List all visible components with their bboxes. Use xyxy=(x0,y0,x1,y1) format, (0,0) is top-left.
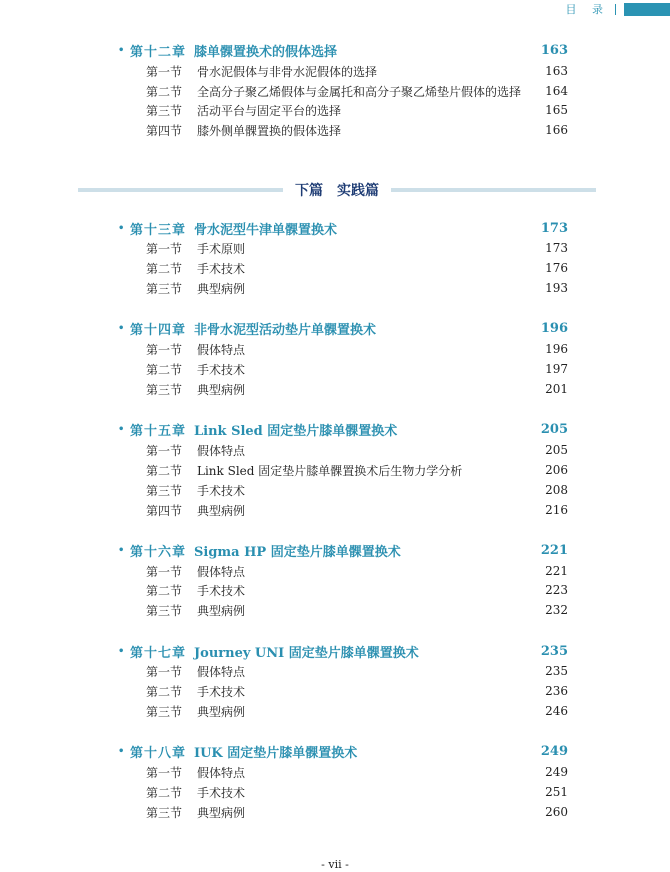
section-title: 典型病例 xyxy=(197,805,246,820)
bullet-icon: • xyxy=(118,423,125,435)
chapter-page: 249 xyxy=(540,743,568,759)
section-title: 骨水泥假体与非骨水泥假体的选择 xyxy=(197,64,378,79)
section-page: 176 xyxy=(545,261,568,275)
section-title: 手术技术 xyxy=(197,483,246,498)
section-number: 第二节 xyxy=(146,362,183,377)
toc-section[interactable] xyxy=(146,681,568,701)
bullet-icon: • xyxy=(118,222,125,234)
section-number: 第三节 xyxy=(146,805,183,820)
chapter-title: IUK 固定垫片膝单髁置换术 xyxy=(194,745,358,761)
chapter-title: Journey UNI 固定垫片膝单髁置换术 xyxy=(194,645,419,661)
toc-section[interactable] xyxy=(146,661,568,681)
toc-section[interactable] xyxy=(146,500,568,520)
section-title: 典型病例 xyxy=(197,704,246,719)
section-number: 第一节 xyxy=(146,342,183,357)
toc-section[interactable] xyxy=(146,100,568,120)
toc-section[interactable] xyxy=(146,561,568,581)
section-page: 197 xyxy=(545,362,568,376)
toc-section[interactable] xyxy=(146,379,568,399)
part-banner xyxy=(78,180,596,200)
section-number: 第一节 xyxy=(146,564,183,579)
section-number: 第三节 xyxy=(146,382,183,397)
chapter-page: 235 xyxy=(540,643,568,659)
section-page: 201 xyxy=(545,382,568,396)
section-title: 典型病例 xyxy=(197,503,246,518)
section-page: 260 xyxy=(545,805,568,819)
section-title: 手术技术 xyxy=(197,684,246,699)
section-number: 第一节 xyxy=(146,241,183,256)
toc-section[interactable] xyxy=(146,278,568,298)
chapter-page: 196 xyxy=(540,320,568,336)
toc-section[interactable] xyxy=(146,120,568,140)
toc-chapter[interactable] xyxy=(118,419,568,439)
section-page: 236 xyxy=(545,684,568,698)
bullet-icon: • xyxy=(118,322,125,334)
section-number: 第一节 xyxy=(146,664,183,679)
section-page: 249 xyxy=(545,765,568,779)
section-title: 典型病例 xyxy=(197,603,246,618)
section-title: 典型病例 xyxy=(197,281,246,296)
bullet-icon: • xyxy=(118,745,125,757)
toc-section[interactable] xyxy=(146,359,568,379)
toc-section[interactable] xyxy=(146,701,568,721)
section-number: 第四节 xyxy=(146,503,183,518)
section-page: 208 xyxy=(545,483,568,497)
section-number: 第四节 xyxy=(146,123,183,138)
section-number: 第一节 xyxy=(146,765,183,780)
section-page: 223 xyxy=(545,583,568,597)
chapter-number: 第十六章 xyxy=(130,544,187,560)
section-title: 活动平台与固定平台的选择 xyxy=(197,103,342,118)
header-color-bar xyxy=(624,3,670,16)
section-page: 193 xyxy=(545,281,568,295)
section-title: 假体特点 xyxy=(197,564,246,579)
chapter-number: 第十三章 xyxy=(130,222,187,238)
section-page: 173 xyxy=(545,241,568,255)
header-divider xyxy=(615,4,616,15)
toc-section[interactable] xyxy=(146,782,568,802)
bullet-icon: • xyxy=(118,44,125,56)
chapter-title: 非骨水泥型活动垫片单髁置换术 xyxy=(194,322,377,338)
chapter-page: 163 xyxy=(540,42,568,58)
chapter-title: 骨水泥型牛津单髁置换术 xyxy=(194,222,338,238)
toc-chapter[interactable] xyxy=(118,641,568,661)
toc-chapter[interactable] xyxy=(118,40,568,60)
section-number: 第三节 xyxy=(146,281,183,296)
bullet-icon: • xyxy=(118,544,125,556)
toc-chapter[interactable] xyxy=(118,741,568,761)
section-title: Link Sled 固定垫片膝单髁置换术后生物力学分析 xyxy=(197,463,463,478)
chapter-page: 173 xyxy=(540,220,568,236)
chapter-number: 第十四章 xyxy=(130,322,187,338)
section-page: 232 xyxy=(545,603,568,617)
chapter-number: 第十八章 xyxy=(130,745,187,761)
toc-section[interactable] xyxy=(146,600,568,620)
section-number: 第三节 xyxy=(146,603,183,618)
section-number: 第二节 xyxy=(146,785,183,800)
section-title: 手术技术 xyxy=(197,583,246,598)
toc-chapter[interactable] xyxy=(118,218,568,238)
toc-section[interactable] xyxy=(146,238,568,258)
section-number: 第二节 xyxy=(146,261,183,276)
section-number: 第三节 xyxy=(146,103,183,118)
banner-rule-left xyxy=(78,188,283,192)
toc-chapter[interactable] xyxy=(118,318,568,338)
section-title: 假体特点 xyxy=(197,443,246,458)
part-title: 下篇 实践篇 xyxy=(295,183,379,199)
section-title: 假体特点 xyxy=(197,765,246,780)
toc-chapter[interactable] xyxy=(118,540,568,560)
banner-rule-right xyxy=(391,188,596,192)
running-header xyxy=(566,0,670,18)
section-number: 第二节 xyxy=(146,84,183,99)
section-page: 163 xyxy=(545,64,568,78)
section-number: 第三节 xyxy=(146,704,183,719)
section-title: 手术技术 xyxy=(197,261,246,276)
section-title: 典型病例 xyxy=(197,382,246,397)
section-page: 206 xyxy=(545,463,568,477)
section-page: 221 xyxy=(545,564,568,578)
section-page: 165 xyxy=(545,103,568,117)
section-page: 196 xyxy=(545,342,568,356)
section-title: 膝外侧单髁置换的假体选择 xyxy=(197,123,342,138)
toc-section[interactable] xyxy=(146,339,568,359)
toc-section[interactable] xyxy=(146,61,568,81)
bullet-icon: • xyxy=(118,645,125,657)
section-number: 第二节 xyxy=(146,583,183,598)
section-page: 246 xyxy=(545,704,568,718)
toc-section[interactable] xyxy=(146,580,568,600)
chapter-title: Sigma HP 固定垫片膝单髁置换术 xyxy=(194,544,401,560)
section-number: 第一节 xyxy=(146,64,183,79)
section-page: 166 xyxy=(545,123,568,137)
section-number: 第一节 xyxy=(146,443,183,458)
toc-section[interactable] xyxy=(146,460,568,480)
section-page: 235 xyxy=(545,664,568,678)
section-number: 第二节 xyxy=(146,684,183,699)
section-title: 全高分子聚乙烯假体与金属托和高分子聚乙烯垫片假体的选择 xyxy=(197,84,522,99)
section-title: 手术技术 xyxy=(197,785,246,800)
toc-section[interactable] xyxy=(146,480,568,500)
chapter-page: 221 xyxy=(540,542,568,558)
toc-section[interactable] xyxy=(146,258,568,278)
chapter-number: 第十二章 xyxy=(130,44,187,60)
section-page: 216 xyxy=(545,503,568,517)
section-title: 假体特点 xyxy=(197,342,246,357)
toc-section[interactable] xyxy=(146,802,568,822)
section-title: 手术原则 xyxy=(197,241,246,256)
section-number: 第三节 xyxy=(146,483,183,498)
section-page: 251 xyxy=(545,785,568,799)
section-number: 第二节 xyxy=(146,463,183,478)
chapter-title: 膝单髁置换术的假体选择 xyxy=(194,44,338,60)
toc-section[interactable] xyxy=(146,762,568,782)
section-page: 205 xyxy=(545,443,568,457)
header-title: 目 录 xyxy=(565,3,609,16)
chapter-page: 205 xyxy=(540,421,568,437)
chapter-number: 第十五章 xyxy=(130,423,187,439)
section-page: 164 xyxy=(545,84,568,98)
section-title: 手术技术 xyxy=(197,362,246,377)
toc-section[interactable] xyxy=(146,81,568,101)
chapter-number: 第十七章 xyxy=(130,645,187,661)
section-title: 假体特点 xyxy=(197,664,246,679)
page-number: - vii - xyxy=(321,858,349,871)
toc-section[interactable] xyxy=(146,440,568,460)
chapter-title: Link Sled 固定垫片膝单髁置换术 xyxy=(194,423,398,439)
